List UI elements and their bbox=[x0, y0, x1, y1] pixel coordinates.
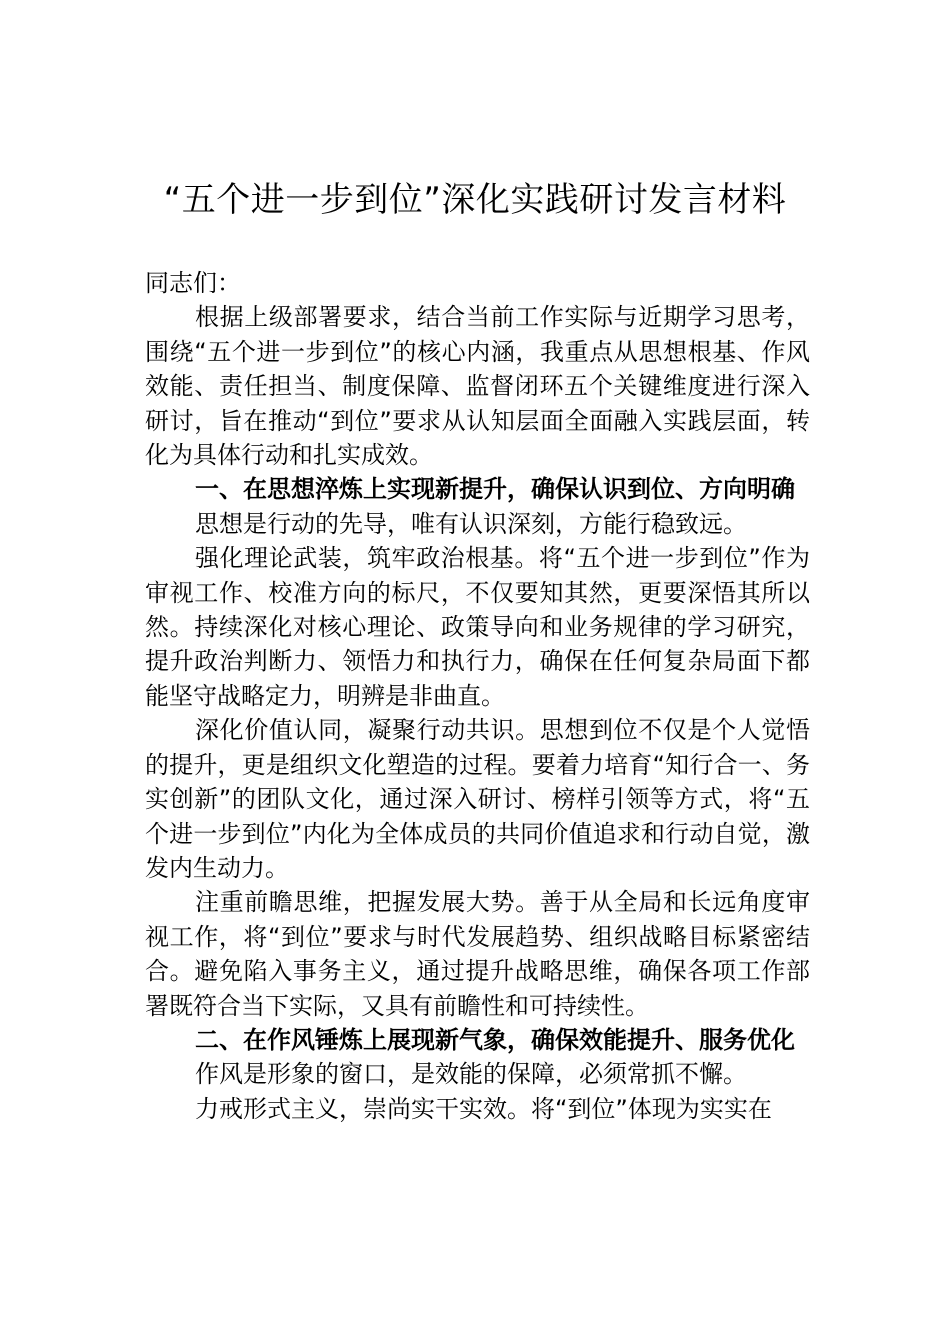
document-title: “五个进一步到位”深化实践研讨发言材料 bbox=[163, 180, 787, 220]
paragraph-intro: 根据上级部署要求，结合当前工作实际与近期学习思考，围绕“五个进一步到位”的核心内涵，我重点从思想根基、作风效能、责任担当、制度保障、监督闭环五个关键维度进行深入研讨，旨在推动“到位”要求从认知层面全面融入实践层面，转化为具体行动和扎实成效。 bbox=[145, 303, 810, 470]
section-heading-1: 一、在思想淬炼上实现新提升，确保认识到位、方向明确 bbox=[195, 475, 795, 504]
salutation: 同志们： bbox=[145, 269, 241, 297]
paragraph: 强化理论武装，筑牢政治根基。将“五个进一步到位”作为审视工作、校准方向的标尺，不仅要知其然，更要深悟其所以然。持续深化对核心理论、政策导向和业务规律的学习研究，提升政治判断力、领悟力和执行力，确保在任何复杂局面下都能坚守战略定力，明辨是非曲直。 bbox=[145, 544, 810, 710]
paragraph: 思想是行动的先导，唯有认识深刻，方能行稳致远。 bbox=[195, 509, 747, 538]
paragraph: 作风是形象的窗口，是效能的保障，必须常抓不懈。 bbox=[195, 1060, 747, 1089]
document-body bbox=[145, 266, 810, 1126]
paragraph: 注重前瞻思维，把握发展大势。善于从全局和长远角度审视工作，将“到位”要求与时代发展趋势、组织战略目标紧密结合。避免陷入事务主义，通过提升战略思维，确保各项工作部署既符合当下实际，又具有前瞻性和可持续性。 bbox=[145, 888, 810, 1020]
section-heading-2: 二、在作风锤炼上展现新气象，确保效能提升、服务优化 bbox=[195, 1025, 795, 1054]
paragraph: 深化价值认同，凝聚行动共识。思想到位不仅是个人觉悟的提升，更是组织文化塑造的过程。要着力培育“知行合一、务实创新”的团队文化，通过深入研讨、榜样引领等方式，将“五个进一步到位”内化为全体成员的共同价值追求和行动自觉，激发内生动力。 bbox=[145, 716, 810, 882]
paragraph: 力戒形式主义，崇尚实干实效。将“到位”体现为实实在 bbox=[195, 1094, 772, 1123]
